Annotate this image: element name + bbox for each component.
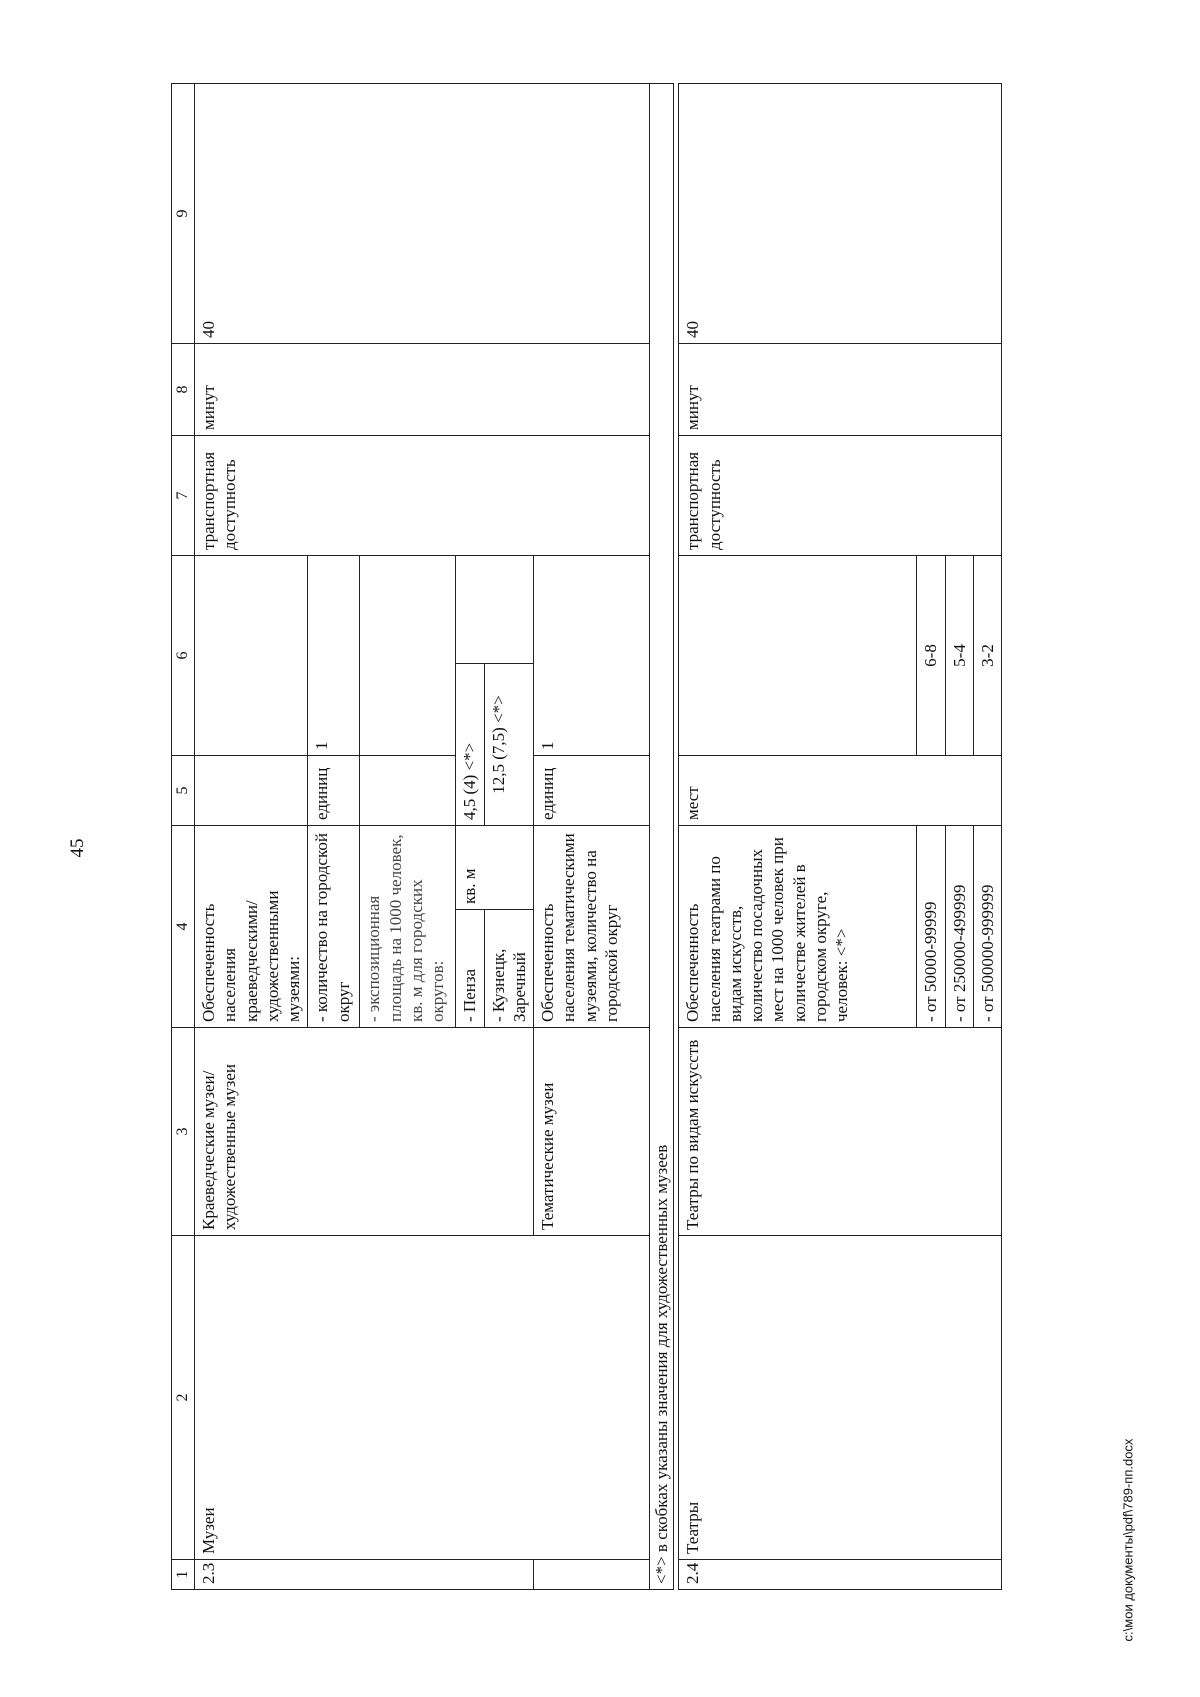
col-header-7: 7 (172, 436, 195, 556)
facility-type-2: Тематические музеи (534, 1028, 650, 1236)
unit-empty (195, 756, 308, 826)
col-header-6: 6 (172, 556, 195, 756)
col-header-5: 5 (172, 756, 195, 826)
value-empty (360, 556, 456, 756)
facility-name: Театры (679, 1236, 1002, 1560)
unit-empty (360, 756, 456, 826)
indicator-count-value: 1 (308, 556, 360, 756)
row-number: 2.3 (195, 1560, 534, 1590)
access-unit: минут (679, 344, 1002, 436)
indicator-heading: Обеспеченность населения театрами по видам искусств, количество посадочных мест на 1000 человек при количестве жителей в городском округе, человек: <*> (679, 826, 917, 1028)
column-header-row (172, 84, 195, 1590)
facility-type: Краеведческие музеи/ художественные музеи (195, 1028, 534, 1236)
population-range-value: 6-8 (917, 556, 945, 756)
access-unit: минут (195, 344, 650, 436)
value-empty (195, 556, 308, 756)
indicator-penza-value: 4,5 (4) <*> (456, 664, 484, 826)
col-header-4: 4 (172, 826, 195, 1028)
value-empty (679, 556, 917, 756)
col-header-2: 2 (172, 1236, 195, 1560)
page-number: 45 (67, 838, 88, 858)
col-header-8: 8 (172, 344, 195, 436)
indicator-area-unit: кв. м (456, 826, 534, 910)
col-header-9: 9 (172, 84, 195, 344)
table-row (195, 84, 308, 1590)
access-label: транспортная доступность (679, 436, 1002, 556)
population-range-value: 3-2 (973, 556, 1001, 756)
col-header-1: 1 (172, 1560, 195, 1590)
row-number-empty (534, 1560, 650, 1590)
facility-type: Театры по видам искусств (679, 1028, 1002, 1236)
population-range-label: - от 500000-999999 (973, 826, 1001, 1028)
indicator2-unit: единиц (534, 756, 650, 826)
col-header-3: 3 (172, 1028, 195, 1236)
access-label: транспортная доступность (195, 436, 650, 556)
access-value: 40 (679, 84, 1002, 344)
population-range-value: 5-4 (945, 556, 973, 756)
indicator-heading: Обеспеченность населения краеведческими/ художественными музеями: (195, 826, 308, 1028)
indicator-kuznetsk-label: - Кузнецк, Заречный (484, 910, 534, 1028)
indicator-unit: мест (679, 756, 1002, 826)
indicator-count-unit: единиц (308, 756, 360, 826)
rotated-table-container (171, 84, 1037, 1590)
indicator-kuznetsk-value: 12,5 (7,5) <*> (484, 664, 534, 826)
indicator2-value: 1 (534, 556, 650, 756)
indicator-area-label: - экспозиционная площадь на 1000 человек, кв. м для городских округов: (360, 826, 456, 1028)
indicator-penza-label: - Пенза (456, 910, 484, 1028)
facility-name: Музеи (195, 1236, 650, 1560)
footer-file-path: c:\мои документы\pdf\789-пп.docx (1120, 1438, 1136, 1642)
footnote-text: <*> в скобках указаны значения для художественных музеев (650, 84, 674, 1590)
row-number: 2.4 (679, 1560, 1002, 1590)
access-value: 40 (195, 84, 650, 344)
footnote-row (650, 84, 674, 1590)
population-range-label: - от 50000-99999 (917, 826, 945, 1028)
norms-table (171, 83, 1002, 1590)
population-range-label: - от 250000-499999 (945, 826, 973, 1028)
indicator2-label: Обеспеченность населения тематическими музеями, количество на городской округ (534, 826, 650, 1028)
table-row (679, 84, 917, 1590)
indicator-count-label: - количество на городской округ (308, 826, 360, 1028)
